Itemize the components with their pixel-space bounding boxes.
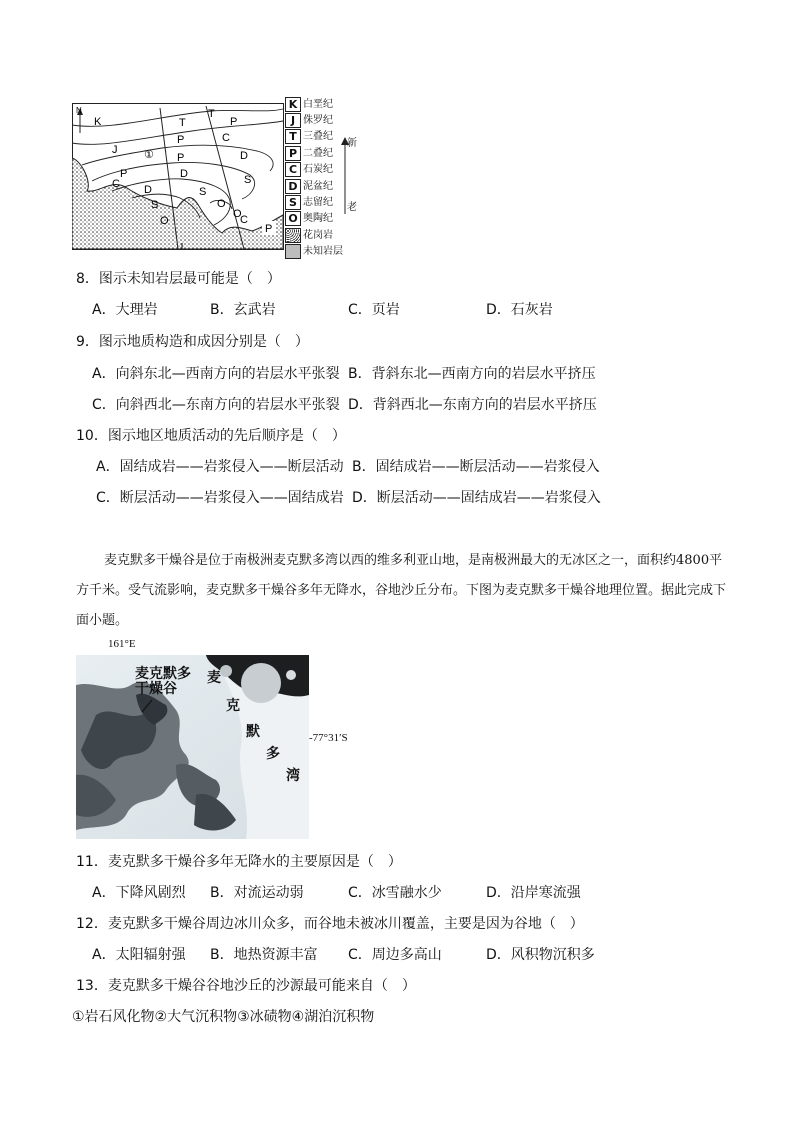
svg-text:J: J	[112, 144, 118, 156]
q12-option-d: D．风积物沉积多	[486, 947, 595, 963]
pointer-arrow-icon	[140, 699, 154, 713]
svg-text:D: D	[144, 184, 152, 196]
q13-items: ①岩石风化物②大气沉积物③冰碛物④湖泊沉积物	[72, 1009, 375, 1025]
svg-text:①: ①	[144, 148, 154, 161]
svg-text:P: P	[265, 223, 273, 235]
svg-text:D: D	[180, 168, 188, 180]
q11-option-d: D．沿岸寒流强	[486, 885, 581, 901]
svg-text:C: C	[112, 178, 120, 190]
svg-text:D: D	[240, 150, 248, 162]
svg-text:S: S	[244, 174, 252, 186]
svg-text:S: S	[151, 199, 159, 211]
legend-granite-swatch	[285, 228, 301, 243]
question-11-stem: 11．麦克默多干燥谷多年无降水的主要原因是（ ）	[76, 854, 402, 870]
north-label: N	[76, 106, 82, 115]
q10-option-b: B．固结成岩——断层活动——岩浆侵入	[352, 459, 600, 475]
latitude-tick: -	[309, 732, 313, 744]
q10-option-c: C．断层活动——岩浆侵入——固结成岩	[96, 490, 344, 506]
svg-text:P: P	[177, 134, 185, 146]
q8-option-d: D．石灰岩	[486, 302, 553, 318]
q9-option-d: D．背斜西北—东南方向的岩层水平挤压	[348, 397, 597, 413]
q8-option-a: A．大理岩	[92, 302, 158, 318]
svg-text:C: C	[222, 132, 230, 144]
svg-text:P: P	[177, 152, 185, 164]
svg-text:O: O	[233, 208, 242, 220]
valley-label-2: 干燥谷	[135, 681, 177, 697]
q8-option-c: C．页岩	[348, 302, 400, 318]
svg-text:S: S	[199, 186, 207, 198]
svg-text:P: P	[120, 168, 128, 180]
reading-passage: 麦克默多干燥谷是位于南极洲麦克默多湾以西的维多利亚山地，是南极洲最大的无冰区之一，面积约4800平方千米。受气流影响，麦克默多干燥谷多年无降水，谷地沙丘分布。下图为麦克默多干燥谷地理位置。据此完成下面小题。	[76, 553, 727, 628]
age-old-label: 老	[347, 202, 357, 213]
svg-text:K: K	[94, 116, 102, 128]
q11-option-c: C．冰雪融水少	[348, 885, 442, 901]
bay-char-2: 克	[226, 698, 240, 714]
q9-option-b: B．背斜东北—西南方向的岩层水平挤压	[348, 366, 596, 382]
q9-option-c: C．向斜西北—东南方向的岩层水平张裂	[92, 397, 340, 413]
svg-text:C: C	[240, 214, 248, 226]
svg-text:O: O	[160, 215, 169, 227]
bay-char-4: 多	[266, 746, 280, 762]
legend-code-k: K	[285, 97, 301, 112]
legend-unknown-swatch	[285, 244, 301, 259]
svg-text:T: T	[179, 117, 186, 129]
svg-text:P: P	[230, 116, 238, 128]
satellite-photo	[76, 655, 309, 839]
question-10-stem: 10．图示地区地质活动的先后顺序是（ ）	[76, 428, 346, 444]
geologic-map	[72, 103, 284, 250]
q9-option-a: A．向斜东北—西南方向的岩层水平张裂	[92, 366, 340, 382]
svg-text:O: O	[217, 198, 226, 210]
svg-text:T: T	[208, 108, 215, 120]
q10-option-a: A．固结成岩——岩浆侵入——断层活动	[96, 459, 344, 475]
q10-option-d: D．断层活动——固结成岩——岩浆侵入	[352, 490, 601, 506]
q11-option-a: A．下降风剧烈	[92, 885, 186, 901]
valley-label-1: 麦克默多	[135, 666, 191, 682]
age-new-label: 新	[347, 138, 357, 149]
question-12-stem: 12．麦克默多干燥谷周边冰川众多，而谷地未被冰川覆盖，主要是因为谷地（ ）	[76, 916, 584, 932]
latitude-label: -77°31′S	[309, 732, 348, 744]
longitude-label: 161°E	[108, 638, 136, 650]
question-8-stem: 8．图示未知岩层最可能是（ ）	[76, 271, 281, 287]
q8-option-b: B．玄武岩	[210, 302, 276, 318]
geologic-map-svg	[72, 103, 284, 250]
q11-option-b: B．对流运动弱	[210, 885, 304, 901]
q12-option-b: B．地热资源丰富	[210, 947, 318, 963]
bay-char-5: 湾	[286, 768, 300, 784]
q12-option-c: C．周边多高山	[348, 947, 442, 963]
bay-char-3: 默	[246, 724, 260, 740]
q12-option-a: A．太阳辐射强	[92, 947, 186, 963]
bay-char-1: 麦	[207, 670, 221, 686]
question-13-stem: 13．麦克默多干燥谷谷地沙丘的沙源最可能来自（ ）	[76, 978, 416, 994]
question-9-stem: 9．图示地质构造和成因分别是（ ）	[76, 334, 309, 350]
